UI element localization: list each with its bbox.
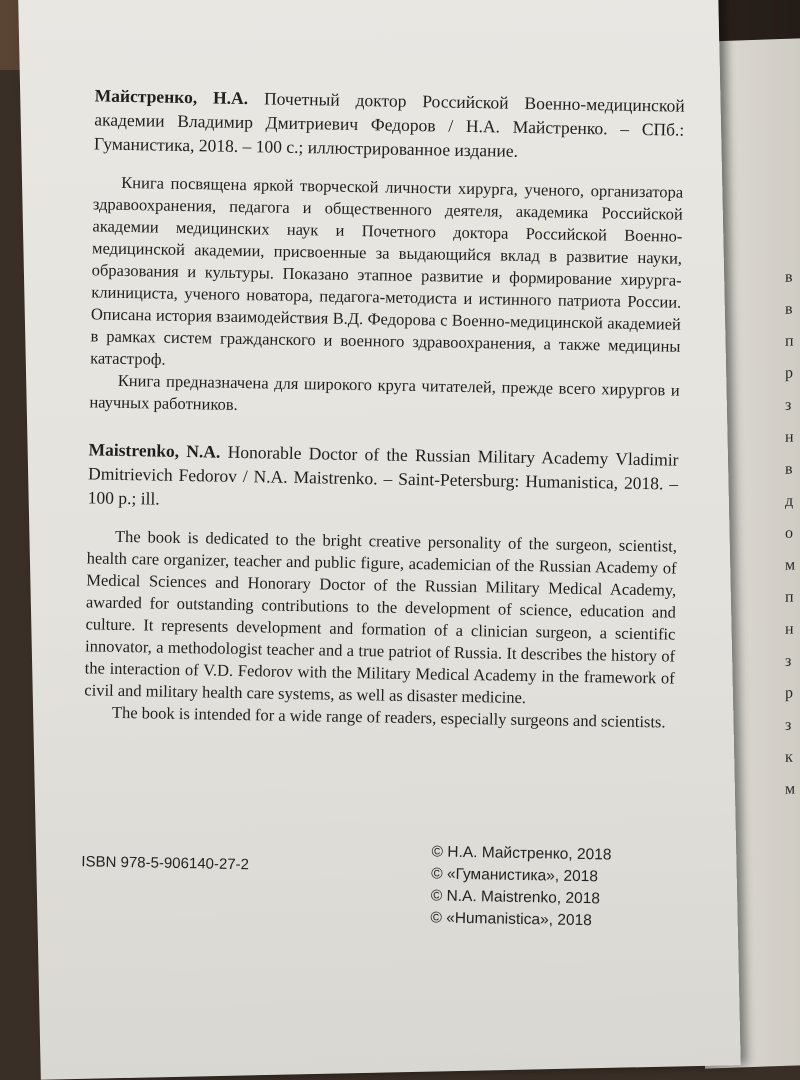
ru-bibliographic-reference: [94, 83, 685, 165]
book-page: [18, 0, 741, 1080]
adjacent-page-glyph: з: [785, 652, 792, 670]
imprint-footer: [81, 843, 672, 930]
en-reference-text: Honorable Doctor of the Russian Military Academy Vladimir Dmitrievich Fedorov / N.A. Maistrenko. – Saint-Petersburg: Humanistica, 2018. – 100 p.; ill.: [87, 441, 679, 509]
en-abstract-paragraph: The book is intended for a wide range of readers, especially surgeons and scientists.: [111, 702, 666, 732]
page-content: [81, 83, 685, 930]
adjacent-page-glyph: н: [785, 620, 794, 638]
en-abstract: [84, 525, 677, 733]
adjacent-page-glyph: о: [785, 524, 793, 542]
ru-author: Майстренко, Н.А.: [94, 85, 249, 109]
ru-abstract-paragraph: Книга посвящена яркой творческой личности хирурга, ученого, организатора здравоохранения, педагога и общественного деятеля, академика Российской академии медицинских наук и Почетного доктора Российской Военно-медицинской академии, присвоенные за выдающийся вклад в развитие науки, образования и культуры. Показано этапное развитие и формирование хирурга-клинициста, ученого новатора, педагога-методиста и истинного патриота России. Описана история взаимодействия В.Д. Федорова с Военно-медицинской академией в рамках систем гражданского и военного здравоохранения, а также медицины катастроф.: [90, 172, 684, 369]
copyright-line: © Н.А. Майстренко, 2018: [431, 843, 612, 864]
ru-abstract-paragraph: Книга предназначена для широкого круга читателей, прежде всего хирургов и научных работников.: [89, 370, 680, 414]
adjacent-page-glyph: в: [785, 300, 793, 318]
adjacent-page-glyph: р: [785, 684, 793, 702]
adjacent-page-glyph: м: [785, 556, 796, 574]
copyright-list: [430, 841, 611, 932]
isbn: ISBN 978-5-906140-27-2: [81, 853, 250, 874]
en-abstract-paragraph: The book is dedicated to the bright creative personality of the surgeon, scientist, health care organizer, teacher and public figure, academician of the Russian Academy of Medical Sciences and Honorary Doctor of the Russian Military Medical Academy, awarded for outstanding contributions to the development of science, education and culture. It represents development and formation of a clinician surgeon, a scientific innovator, a methodologist teacher and a true patriot of Russia. It describes the history of the interaction of V.D. Fedorov with the Military Medical Academy in the framework of civil and military health care systems, as well as disaster medicine.: [84, 526, 678, 708]
adjacent-page-glyph: н: [785, 428, 794, 446]
ru-abstract: [89, 171, 683, 423]
copyright-line: © N.A. Maistrenko, 2018: [430, 887, 601, 908]
adjacent-page-glyph: п: [785, 332, 794, 350]
adjacent-page-glyph: п: [785, 588, 794, 606]
copyright-line: © «Humanistica», 2018: [430, 909, 592, 930]
adjacent-page-glyph: д: [785, 492, 794, 510]
adjacent-page-glyph: з: [785, 716, 792, 734]
adjacent-page-glyph: р: [785, 364, 793, 382]
en-bibliographic-reference: [88, 437, 679, 519]
copyright-line: © «Гуманистика», 2018: [431, 865, 599, 886]
ru-reference-text: Почетный доктор Российской Военно-медицинской академии Владимир Дмитриевич Федоров / Н.А. Майстренко. – СПб.: Гуманистика, 2018. – 100 с.; иллюстрированное издание.: [93, 88, 685, 161]
adjacent-page-glyph: з: [785, 396, 792, 414]
en-section: [84, 437, 679, 733]
adjacent-page-glyph: м: [785, 780, 796, 798]
adjacent-page-glyph: к: [785, 748, 793, 766]
adjacent-page-glyph: в: [785, 460, 793, 478]
en-author: Maistrenko, N.A.: [88, 439, 221, 462]
adjacent-page-glyph: в: [785, 268, 793, 286]
